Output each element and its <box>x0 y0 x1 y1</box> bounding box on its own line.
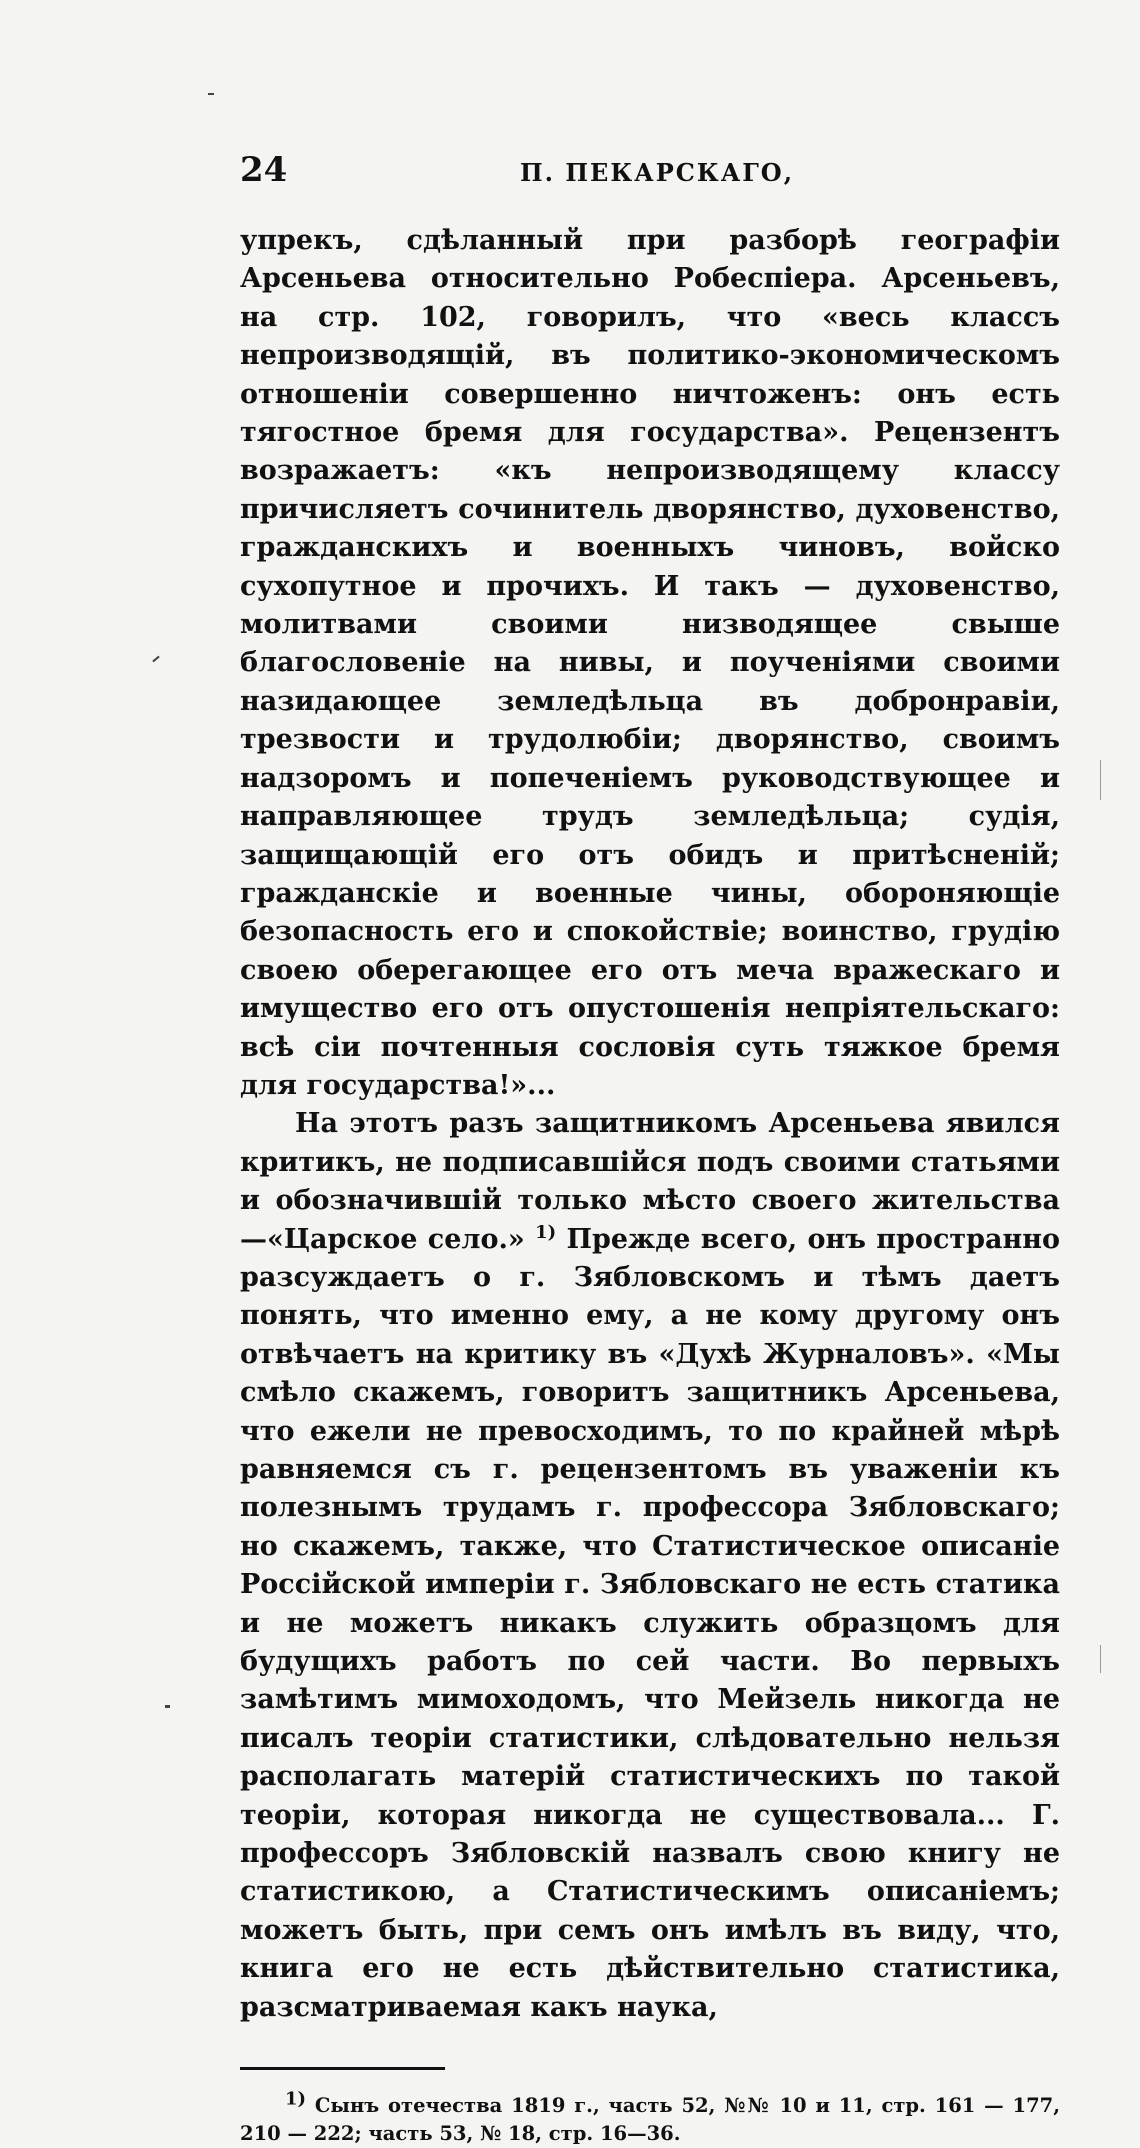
scan-mark-right-1 <box>1100 760 1101 800</box>
scan-mark-left <box>152 656 159 663</box>
scan-mark-bottom <box>165 1705 170 1708</box>
scan-mark-top <box>208 93 214 95</box>
footnote <box>240 2088 1060 2148</box>
paragraph-defender-continuation: Прежде всего, онъ пространно разсуждаетъ о г. Зябловскомъ и тѣмъ даетъ понять, что именно ему, а не кому другому онъ отвѣчаетъ на критику въ «Духѣ Журналовъ». «Мы смѣло скажемъ, говоритъ защитникъ Арсеньева, что ежели не превосходимъ, то по крайней мѣрѣ равняемся съ г. рецензентомъ въ уваженіи къ полезнымъ трудамъ г. профессора Зябловскаго; но скажемъ, также, что Статистическое описаніе Россійской имперіи г. Зябловскаго не есть статика и не можетъ никакъ служить образцомъ для будущихъ работъ по сей части. Во первыхъ замѣтимъ мимоходомъ, что Мейзель никогда не писалъ теоріи статистики, слѣдовательно нельзя располагать матерій статистическихъ по такой теоріи, которая никогда не существовала... Г. профессоръ Зябловскій назвалъ свою книгу не статистикою, а Статистическимъ описаніемъ; можетъ быть, при семъ онъ имѣлъ въ виду, что, книга его не есть дѣйствительно статистика, разсматриваемая какъ наука, <box>240 1223 1061 2023</box>
footnote-text: Сынъ отечества 1819 г., часть 52, №№ 10 и 11, стр. 161 — 177, 210 — 222; часть 53, № 18, стр. 16—36. <box>240 2094 1060 2146</box>
paragraph-defender-text: На этотъ разъ защитникомъ Арсеньева явился критикъ, не подписавшійся подъ своими статьями и обозначившій только мѣсто своего жительства—«Царское село.» <box>240 1108 1060 1255</box>
body-text <box>240 222 1060 2027</box>
page <box>240 150 1060 2148</box>
header-title: П. ПЕКАРСКАГО, <box>520 158 795 187</box>
footnote-reference: 1) <box>535 1221 557 1243</box>
running-head <box>240 150 1060 200</box>
footnote-marker: 1) <box>285 2088 307 2110</box>
page-number: 24 <box>240 150 288 190</box>
paragraph-continuation: упрекъ, сдѣланный при разборѣ географіи Арсеньева относительно Робеспіера. Арсеньевъ, на стр. 102, говорилъ, что «весь классъ непроизводящій, въ политико-экономическомъ отношеніи совершенно ничтоженъ: онъ есть тягостное бремя для государства». Рецензентъ возражаетъ: «къ непроизводящему классу причисляетъ сочинитель дворянство, духовенство, гражданскихъ и военныхъ чиновъ, войско сухопутное и прочихъ. И такъ — духовенство, молитвами своими низводящее свыше благословеніе на нивы, и поученіями своими назидающее земледѣльца въ добронравіи, трезвости и трудолюбіи; дворянство, своимъ надзоромъ и попеченіемъ руководствующее и направляющее трудъ земледѣльца; судія, защищающій его отъ обидъ и притѣсненій; гражданскіе и военные чины, обороняющіе безопасность его и спокойствіе; воинство, грудію своею оберегающее его отъ меча вражескаго и имущество его отъ опустошенія непріятельскаго: всѣ сіи почтенныя сословія суть тяжкое бремя для государства!»... <box>240 225 1060 1101</box>
scan-mark-right-2 <box>1100 1645 1101 1673</box>
paragraph-defender <box>240 1105 1060 2027</box>
footnote-rule <box>240 2067 445 2070</box>
